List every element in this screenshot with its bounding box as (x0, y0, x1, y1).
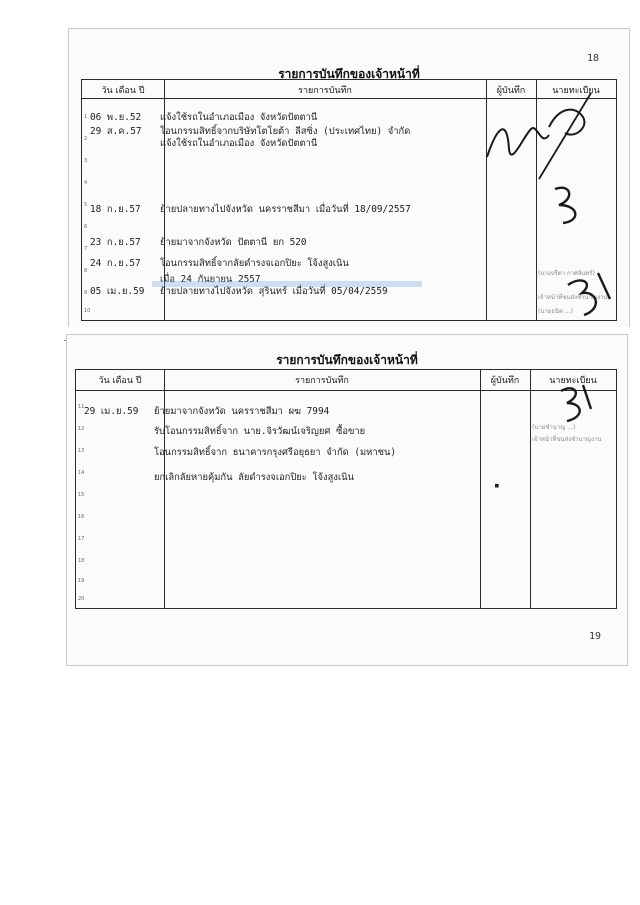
registrar-position-note: เจ้าหน้าที่ขนส่งชำนาญงาน (532, 436, 602, 443)
lower-page-number: 19 (589, 631, 602, 642)
lower-record-table: วัน เดือน ปี รายการบันทึก ผู้บันทึก นายทะเบียน 11 12 13 14 15 16 17 18 19 20 29 เม.ย.59 ย้ายมาจากจังหวัด นครราชสีมา ผฆ 7994 รับโอนกรรมสิทธิ์จาก นาย.จิรวัฒน์เจริญยศ ซื้อขาย โอนกรรมสิทธิ์จาก ธนาคารกรุงศรีอยุธยา จำกัด (มหาชน) ยกเลิกลัยหายคุ้มกัน ลัยดำรงจเอกปิยะ โจ้งสูงเนิน ▪ (นายชำนาญ ...) เจ้าหน้าที่ขนส่งชำนาญงาน (75, 369, 617, 609)
entry-date: 24 ก.ย.57 (90, 258, 141, 269)
entry-date: 05 เม.ย.59 (90, 286, 145, 297)
line-number: 1 (84, 114, 88, 120)
upper-card-title: รายการบันทึกของเจ้าหน้าที่ (278, 67, 420, 81)
entry-text: รับโอนกรรมสิทธิ์จาก นาย.จิรวัฒน์เจริญยศ ซื้อขาย (154, 426, 366, 437)
line-number: 3 (84, 158, 88, 164)
line-number: 6 (84, 224, 88, 230)
line-number: 15 (78, 492, 85, 498)
line-number: 9 (84, 290, 88, 296)
handwritten-signature (549, 179, 589, 229)
entry-text: เมื่อ 24 กันยายน 2557 (160, 274, 261, 285)
line-number: 18 (78, 558, 85, 564)
handwritten-signature (564, 269, 614, 321)
entry-text: ย้ายปลายทางไปจังหวัด สุรินทร์ เมื่อวันที่ 05/04/2559 (160, 286, 388, 297)
entry-text: ยกเลิกลัยหายคุ้มกัน ลัยดำรงจเอกปิยะ โจ้งสูงเนิน (154, 472, 354, 483)
line-number: 2 (84, 136, 88, 142)
line-number: 19 (78, 578, 85, 584)
registrar-name-note: (นางปรีดา กาศจันทร์) (538, 270, 595, 277)
line-number: 17 (78, 536, 85, 542)
line-number: 12 (78, 426, 85, 432)
column-header-registrar: นายทะเบียน (549, 376, 597, 386)
line-number: 16 (78, 514, 85, 520)
entry-date: 06 พ.ย.52 (90, 112, 142, 123)
handwritten-signature (555, 381, 595, 425)
line-number: 7 (84, 246, 88, 252)
lower-record-card (66, 334, 628, 666)
entry-date: 18 ก.ย.57 (90, 204, 141, 215)
upper-record-card (68, 28, 630, 327)
line-number: 13 (78, 448, 85, 454)
column-header-recorder: ผู้บันทึก (496, 86, 526, 96)
line-number: 11 (78, 404, 85, 410)
entry-text: แจ้งใช้รถในอำเภอเมือง จังหวัดปัตตานี (160, 138, 318, 149)
line-number: 10 (84, 308, 91, 314)
lower-card-title: รายการบันทึกของเจ้าหน้าที่ (276, 353, 418, 367)
entry-text: โอนกรรมสิทธิ์จากลัยดำรงจเอกปิยะ โจ้งสูงเนิน (160, 258, 349, 269)
column-header-entry: รายการบันทึก (295, 376, 349, 386)
entry-text: แจ้งใช้รถในอำเภอเมือง จังหวัดปัตตานี (160, 112, 318, 123)
line-number: 20 (78, 596, 85, 602)
entry-date: 29 เม.ย.59 (84, 406, 139, 417)
registrar-position-note: เจ้าหน้าที่ขนส่งชำนาญงาน (538, 294, 608, 301)
registrar-name-note: (นายชำนาญ ...) (532, 424, 576, 431)
column-header-entry: รายการบันทึก (298, 86, 352, 96)
handwritten-signature (479, 87, 599, 187)
entry-text: โอนกรรมสิทธิ์จาก ธนาคารกรุงศรีอยุธยา จำกัด (มหาชน) (154, 447, 397, 458)
entry-text: ย้ายมาจากจังหวัด ปัตตานี ยก 520 (160, 237, 307, 248)
entry-text: ย้ายมาจากจังหวัด นครราชสีมา ผฆ 7994 (154, 406, 330, 417)
registrar-name-note: (นายธนิต ...) (538, 308, 573, 315)
entry-date: 29 ส.ค.57 (90, 126, 142, 137)
line-number: 8 (84, 268, 88, 274)
line-number: 4 (84, 180, 88, 186)
column-header-recorder: ผู้บันทึก (490, 376, 520, 386)
column-header-date: วัน เดือน ปี (101, 86, 145, 96)
line-number: 14 (78, 470, 85, 476)
entry-text: ย้ายปลายทางไปจังหวัด นครราชสีมา เมื่อวันที่ 18/09/2557 (160, 204, 411, 215)
entry-date: 23 ก.ย.57 (90, 237, 141, 248)
entry-text: โอนกรรมสิทธิ์จากบริษัทโตโยต้า ลีสซิ่ง (ประเทศไทย) จำกัด (160, 126, 411, 137)
column-header-date: วัน เดือน ปี (98, 376, 142, 386)
column-header-registrar: นายทะเบียน (552, 86, 600, 96)
upper-page-number: 18 (587, 53, 600, 64)
line-number: 5 (84, 202, 88, 208)
